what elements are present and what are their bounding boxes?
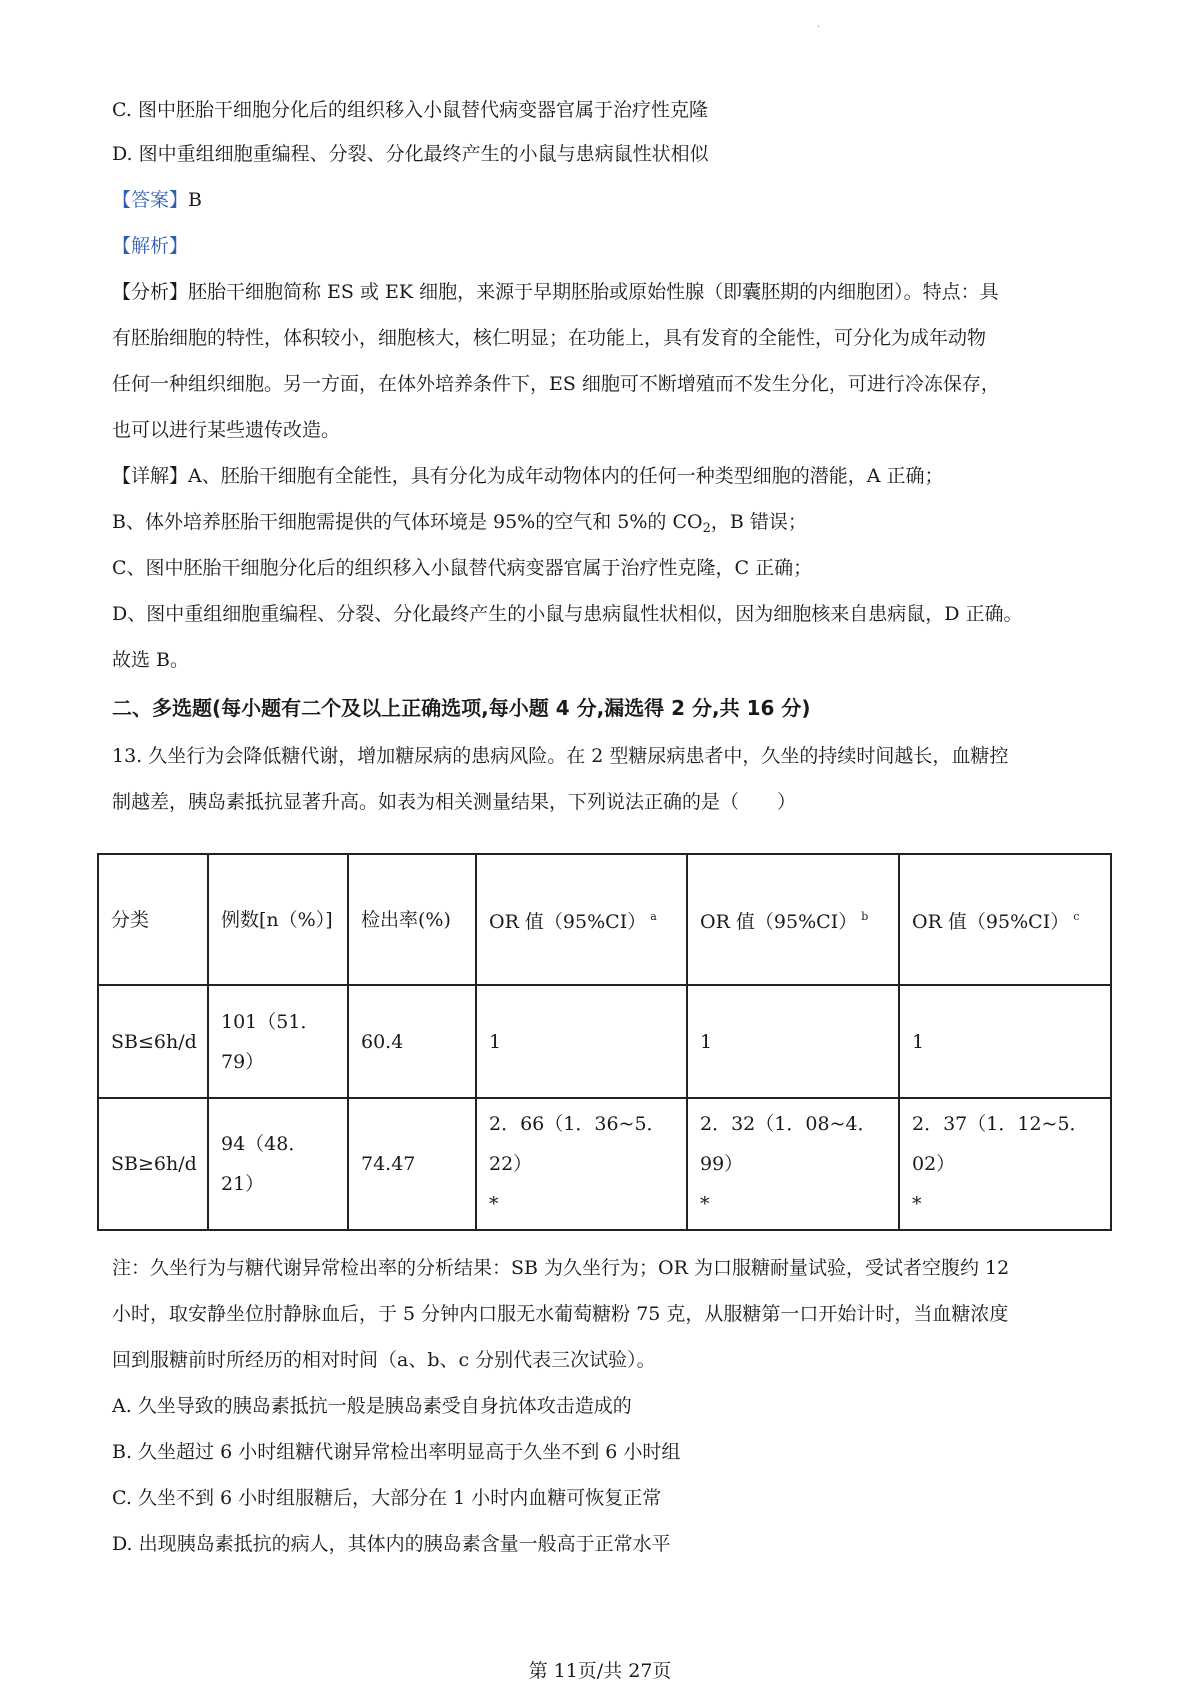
option-d-prev: D. 图中重组细胞重编程、分裂、分化最终产生的小鼠与患病鼠性状相似 (112, 143, 709, 165)
table-cell: 60.4 (348, 985, 476, 1098)
q13-stem-2: 制越差，胰岛素抵抗显著升高。如表为相关测量结果，下列说法正确的是（ ） (112, 791, 797, 813)
xiangjie-label: 【详解】 (112, 465, 189, 487)
q13-option-b: B. 久坐超过 6 小时组糖代谢异常检出率明显高于久坐不到 6 小时组 (112, 1441, 681, 1463)
table-cell: 2．32（1．08~4．99） * (687, 1098, 899, 1230)
xiangjie-a: 【详解】A、胚胎干细胞有全能性，具有分化为成年动物体内的任何一种类型细胞的潜能，A 正确； (112, 465, 944, 487)
table-cell: 2．37（1．12~5．02） * (899, 1098, 1111, 1230)
fenxi-line-4: 也可以进行某些遗传改造。 (112, 419, 341, 441)
table-note-3: 回到服糖前时所经历的相对时间（a、b、c 分别代表三次试验）。 (112, 1349, 656, 1371)
answer-line (112, 186, 1102, 214)
table-row (98, 985, 1111, 1098)
page-number-footer: 第 11页/共 27页 (528, 1660, 672, 1682)
fenxi-line-1: 【分析】胚胎干细胞简称 ES 或 EK 细胞，来源于早期胚胎或原始性腺（即囊胚期的内细胞团）。特点：具 (112, 281, 999, 303)
q13-option-d: D. 出现胰岛素抵抗的病人，其体内的胰岛素含量一般高于正常水平 (112, 1533, 671, 1555)
xiangjie-b: B、体外培养胚胎干细胞需提供的气体环境是 95%的空气和 5%的 $CO_2$，B 错误； (112, 511, 807, 536)
table-note-2: 小时，取安静坐位肘静脉血后，于 5 分钟内口服无水葡萄糖粉 75 克，从服糖第一口开始计时，当血糖浓度 (112, 1303, 1009, 1325)
option-c-prev: C. 图中胚胎干细胞分化后的组织移入小鼠替代病变器官属于治疗性克隆 (112, 99, 708, 121)
table-cell: 101（51．79） (208, 985, 348, 1098)
table-cell: 74.47 (348, 1098, 476, 1230)
table-header-cell: OR 值（95%CI） $^c$ (899, 854, 1111, 985)
analysis-label: 【解析】 (112, 235, 189, 257)
analysis-heading (112, 232, 1102, 260)
fenxi-line-2: 有胚胎细胞的特性，体积较小，细胞核大，核仁明显；在功能上，具有发育的全能性，可分化为成年动物 (112, 327, 987, 349)
corner-mark: · (817, 22, 821, 33)
table-cell: 94（48．21） (208, 1098, 348, 1230)
q13-option-a: A. 久坐导致的胰岛素抵抗一般是胰岛素受自身抗体攻击造成的 (112, 1395, 632, 1417)
table-header-row (98, 854, 1111, 985)
table-header-cell: 分类 (98, 854, 208, 985)
section-2-title: 二、多选题(每小题有二个及以上正确选项,每小题 4 分,漏选得 2 分,共 16 分) (112, 696, 811, 720)
table-cell: SB≥6h/d (98, 1098, 208, 1230)
table-header-cell: 例数[n（%）] (208, 854, 348, 985)
fenxi-line-3: 任何一种组织细胞。另一方面，在体外培养条件下，ES 细胞可不断增殖而不发生分化，可进行冷冻保存， (112, 373, 1000, 395)
xiangjie-d: D、图中重组细胞重编程、分裂、分化最终产生的小鼠与患病鼠性状相似，因为细胞核来自患病鼠，D 正确。 (112, 603, 1023, 625)
xiangjie-conclusion: 故选 B。 (112, 649, 190, 671)
table-cell: SB≤6h/d (98, 985, 208, 1098)
table-header-cell: 检出率(%) (348, 854, 476, 985)
answer-label: 【答案】 (112, 189, 189, 211)
q13-stem-1: 13. 久坐行为会降低糖代谢，增加糖尿病的患病风险。在 2 型糖尿病患者中，久坐的持续时间越长，血糖控 (112, 745, 1009, 767)
table-cell: 1 (476, 985, 687, 1098)
measurement-table (97, 853, 1112, 1231)
table-cell: 2．66（1．36~5．22） * (476, 1098, 687, 1230)
table-cell: 1 (687, 985, 899, 1098)
table-header-cell: OR 值（95%CI） $^b$ (687, 854, 899, 985)
table-header-cell: OR 值（95%CI） $^a$ (476, 854, 687, 985)
table-row (98, 1098, 1111, 1230)
q13-option-c: C. 久坐不到 6 小时组服糖后，大部分在 1 小时内血糖可恢复正常 (112, 1487, 662, 1509)
xiangjie-c: C、图中胚胎干细胞分化后的组织移入小鼠替代病变器官属于治疗性克隆，C 正确； (112, 557, 813, 579)
fenxi-label: 【分析】 (112, 281, 189, 303)
table-note-1: 注：久坐行为与糖代谢异常检出率的分析结果：SB 为久坐行为；OR 为口服糖耐量试验，受试者空腹约 12 (112, 1257, 1010, 1279)
answer-value: B (188, 189, 202, 211)
table-cell: 1 (899, 985, 1111, 1098)
